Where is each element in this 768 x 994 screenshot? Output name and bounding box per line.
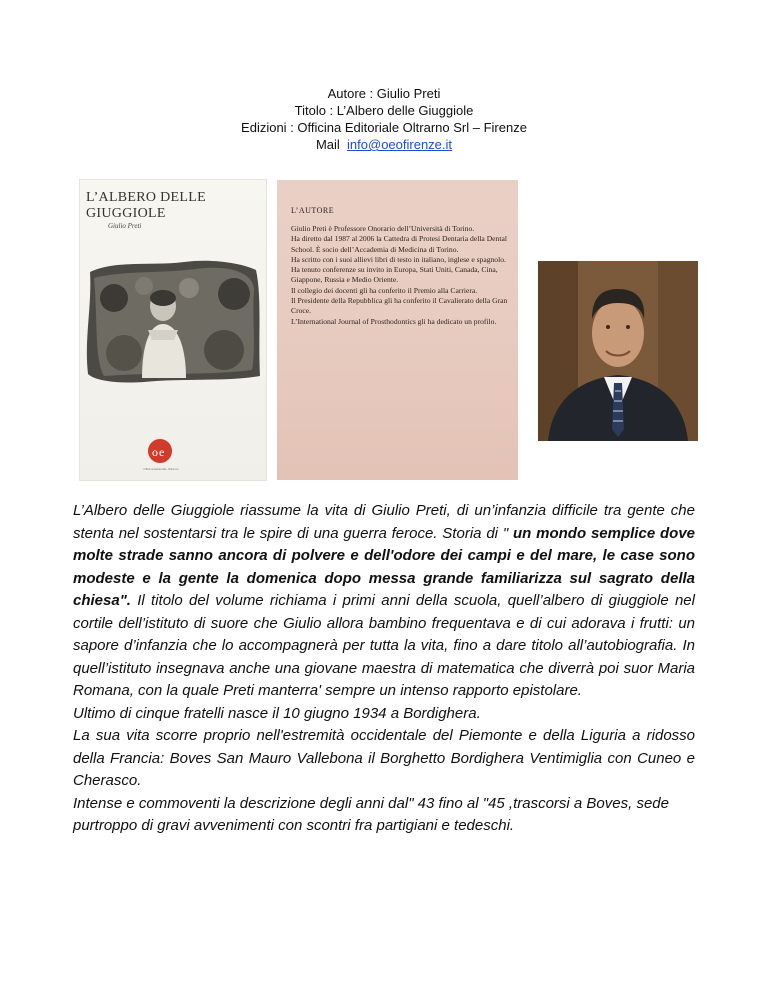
book-description (73, 500, 695, 838)
author-portrait-image (528, 183, 746, 481)
author-bio-heading: L’AUTORE (291, 206, 335, 215)
war-years-paragraph: Intense e commoventi la descrizione degli anni dal" 43 fino al "45 ,trascorsi a Boves, sede purtroppo di gravi avvenimenti con scontri fra partigiani e tedeschi. (73, 794, 669, 834)
author-bio-paragraph: Giulio Preti è Professore Onorario dell’Università di Torino. (291, 224, 475, 233)
author-bio-paragraph: Ha diretto dal 1987 al 2006 la Cattedra di Protesi Dentaria della Dental School. È socio dell’Accademia di Medicina di Torino. (291, 234, 507, 254)
birth-paragraph: Ultimo di cinque fratelli nasce il 10 giugno 1934 a Bordighera. (73, 704, 481, 722)
description-quote: un mondo semplice dove molte strade sanno ancora di polvere e dell'odore dei campi e del mare, le case sono modeste e la gente la domenica dopo messa grande familiarizza sul sagrato della chiesa". (73, 524, 695, 609)
author-bio-paragraph: Ha scritto con i suoi allievi libri di testo in italiano, inglese e spagnolo. (291, 254, 506, 264)
author-bio-paragraph: L’International Journal of Prosthodontics gli ha dedicato un profilo. (291, 316, 497, 326)
cover-author: Giulio Preti (108, 222, 142, 230)
publisher-line: Edizioni : Officina Editoriale Oltrarno Srl – Firenze (241, 120, 527, 135)
child-photo (84, 258, 262, 384)
portrait-photo (538, 261, 698, 441)
author-bio-paragraph: Il collegio dei docenti gli ha conferito il Premio alla Carriera. (291, 285, 478, 295)
mail-label: Mail (315, 137, 340, 152)
description-paragraph (73, 500, 695, 703)
svg-text:e: e (159, 445, 165, 459)
description-rest: Il titolo del volume richiama i primi anni della scuola, quell’albero di giuggiole nel cortile dell’istituto di suore che Giulio allora bambino frequentava e di cui adorava i frutti: un sapore d’infanzia che lo accompagnerà per tutta la vita, fino a dare titolo all’autobiografia. In quell’istituto insegnava anche una giovane maestra di matematica che diverrà poi suor Maria Romana, con la quale Preti manterra' sempre un intenso rapporto epistolare. (73, 592, 695, 699)
document-header (0, 85, 768, 153)
author-bio-paragraph: Ha tenuto conferenze su invito in Europa, Stati Uniti, Canada, Cina, Giappone, Russia e Medio Oriente. (291, 265, 498, 285)
author-bio-paragraph: Il Presidente della Repubblica gli ha conferito il Cavalierato della Gran Croce. (291, 296, 508, 316)
places-paragraph: La sua vita scorre proprio nell'estremità occidentale del Piemonte e della Liguria a ridosso della Francia: Boves San Mauro Vallebona il Borghetto Bordighera Ventimiglia con Cuneo e Cherasco. (73, 727, 695, 789)
author-bio-page-image (277, 180, 518, 480)
author-bio-text (291, 224, 509, 327)
title-line: Titolo : L’Albero delle Giuggiole (294, 103, 474, 118)
publisher-logo-text: Officina Editoriale Oltrarno (143, 467, 179, 471)
mail-link[interactable]: info@oeofirenze.it (347, 137, 453, 152)
book-cover-image (80, 180, 266, 480)
publisher-logo-icon (147, 438, 173, 464)
cover-title: L’ALBERO DELLE GIUGGIOLE (86, 190, 206, 221)
svg-text:o: o (152, 445, 158, 459)
author-line: Autore : Giulio Preti (327, 86, 441, 101)
mail-line (0, 136, 768, 153)
description-intro: L’Albero delle Giuggiole riassume la vita di Giulio Preti, di un’infanzia difficile tra gente che stenta nel sostentarsi tra le spire di una guerra feroce. Storia di " (73, 502, 695, 542)
